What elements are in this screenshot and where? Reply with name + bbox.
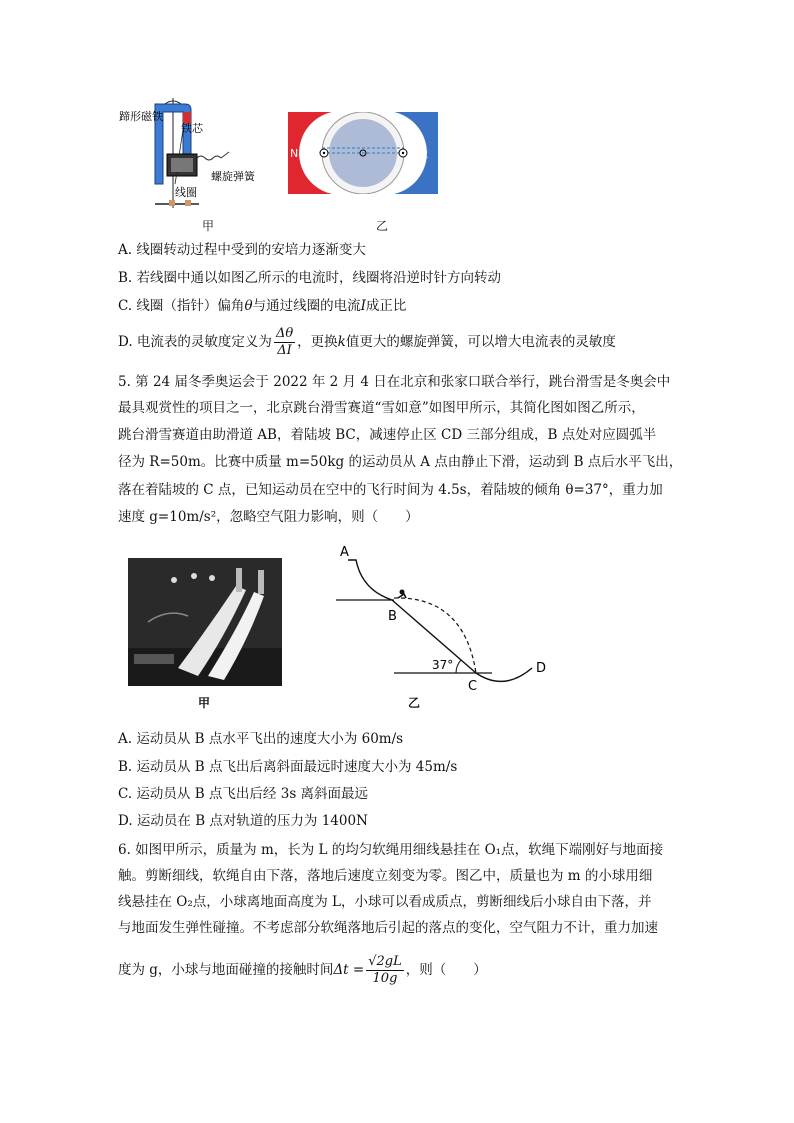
q4-option-c-post: 成正比 — [365, 298, 407, 314]
label-point-b: B — [388, 609, 397, 624]
sensitivity-fraction — [274, 326, 295, 359]
q4-option-d-pre: D. 电流表的灵敏度定义为 — [118, 334, 272, 350]
q6-line-3: 线悬挂在 O₂点，小球离地面高度为 L，小球可以看成质点，剪断细线后小球自由下落，并 — [118, 894, 652, 910]
track-ab — [348, 560, 392, 600]
label-coil: 线圈 — [175, 186, 197, 199]
label-point-d: D — [536, 661, 547, 676]
ski-jump-diagram-drawing — [334, 540, 560, 700]
label-magnet-line1: 蹄形磁铁 — [119, 110, 163, 123]
ski-jump-photo-drawing — [128, 558, 282, 686]
cross-section-drawing — [288, 112, 438, 194]
figure-galvanometer-cross-section — [288, 112, 438, 194]
label-s-pole: S极 — [410, 147, 428, 160]
q5-line-5: 落在着陆坡的 C 点，已知运动员在空中的飞行时间为 4.5s，着陆坡的倾角 θ=37°，重力加 — [118, 482, 663, 498]
q5-option-d: D. 运动员在 B 点对轨道的压力为 1400N — [118, 813, 368, 829]
q6-line-4: 与地面发生弹性碰撞。不考虑部分软绳落地后引起的落点的变化，空气阻力不计，重力加速 — [118, 920, 658, 936]
figure-ski-jump-photo — [128, 558, 282, 686]
q4-option-c-mid: 与通过线圈的电流 — [252, 298, 361, 314]
q4-option-c — [118, 296, 406, 316]
q5-line-2: 最具观赏性的项目之一，北京跳台滑雪赛道“雪如意”如图甲所示，其简化图如图乙所示， — [118, 400, 645, 416]
q4-option-c-theta: θ — [244, 298, 253, 314]
label-angle: 37° — [432, 658, 454, 672]
label-core: 铁芯 — [181, 122, 203, 135]
galvanometer-structure-drawing — [115, 96, 280, 216]
q6-last-pre: 度为 g，小球与地面碰撞的接触时间 — [118, 962, 334, 978]
track-cd — [476, 668, 532, 681]
q4-option-d-k: k — [337, 334, 346, 350]
q5-option-c: C. 运动员从 B 点飞出后经 3s 离斜面最远 — [118, 786, 369, 802]
q4-option-c-pre: C. 线圈（指针）偏角 — [118, 298, 245, 314]
contact-time-denominator: 10g — [372, 971, 398, 986]
q4-option-c-current: I — [360, 298, 366, 314]
caption-q5-yi: 乙 — [408, 696, 421, 710]
caption-fig4-jia: 甲 — [202, 219, 215, 233]
label-point-a: A — [340, 545, 349, 560]
q4-option-b: B. 若线圈中通以如图乙所示的电流时，线圈将沿逆时针方向转动 — [118, 270, 502, 286]
q6-line-2: 触。剪断细线，软绳自由下落，落地后速度立刻变为零。图乙中，质量也为 m 的小球用细 — [118, 868, 653, 884]
fraction-numerator: Δθ — [275, 326, 294, 341]
q4-option-a: A. 线圈转动过程中受到的安培力逐渐变大 — [118, 242, 366, 258]
q4-option-d-mid: ，更换 — [297, 334, 338, 350]
q6-line-1: 6. 如图甲所示，质量为 m，长为 L 的均匀软绳用细线悬挂在 O₁点，软绳下端刚好与地面接 — [118, 842, 664, 858]
label-point-c: C — [468, 679, 478, 694]
q4-option-d-post: 值更大的螺旋弹簧，可以增大电流表的灵敏度 — [345, 334, 616, 350]
label-spring: 螺旋弹簧 — [211, 170, 255, 183]
contact-time-fraction — [366, 954, 404, 987]
q6-line-5 — [118, 952, 487, 988]
q5-line-3: 跳台滑雪赛道由助滑道 AB，着陆坡 BC，减速停止区 CD 三部分组成，B 点处对应圆弧半 — [118, 427, 657, 443]
q5-line-4: 径为 R=50m。比赛中质量 m=50kg 的运动员从 A 点由静止下滑，运动到 B 点后水平飞出， — [118, 454, 683, 470]
q5-option-a: A. 运动员从 B 点水平飞出的速度大小为 60m/s — [118, 731, 404, 747]
q4-option-d — [118, 324, 616, 360]
q5-option-b: B. 运动员从 B 点飞出后离斜面最远时速度大小为 45m/s — [118, 759, 458, 775]
caption-fig4-yi: 乙 — [376, 219, 389, 233]
label-n-pole: N极 — [290, 147, 310, 160]
figure-galvanometer-structure — [115, 96, 280, 216]
figure-ski-jump-diagram — [334, 540, 560, 700]
q5-line-6: 速度 g=10m/s²，忽略空气阻力影响，则（ ） — [118, 509, 419, 525]
q5-line-1: 5. 第 24 届冬季奥运会于 2022 年 2 月 4 日在北京和张家口联合举行，跳台滑雪是冬奥会中 — [118, 374, 671, 390]
fraction-denominator: ΔI — [277, 343, 292, 358]
q6-formula-lhs: Δt = — [333, 962, 365, 978]
caption-q5-jia: 甲 — [198, 696, 211, 710]
q6-last-post: ，则（ ） — [405, 962, 487, 978]
contact-time-numerator: √2gL — [368, 954, 402, 969]
